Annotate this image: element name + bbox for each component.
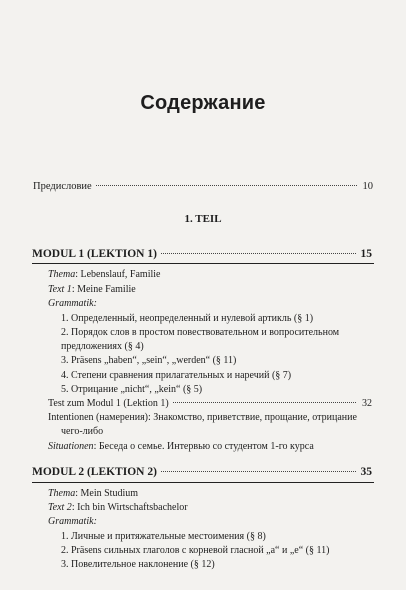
situationen-line xyxy=(48,441,314,452)
grammar-item: 2. Порядок слов в простом повествовательном и вопросительном xyxy=(61,327,340,338)
page-title: Содержание xyxy=(140,92,266,114)
grammar-item: 1. Определенный, неопределенный и нулевой артикль (§ 1) xyxy=(61,313,314,324)
grammatik-label: Grammatik: xyxy=(48,298,97,309)
situationen-label: Situationen xyxy=(48,441,94,452)
text-label: Text 2 xyxy=(48,502,72,513)
toc-entry-label: Test zum Modul 1 (Lektion 1) xyxy=(48,398,169,409)
section-rule xyxy=(32,263,374,264)
grammar-item: 3. Präsens „haben“, „sein“, „werden“ (§ 11) xyxy=(61,355,237,366)
grammar-item: 1. Личные и притяжательные местоимения (§ 8) xyxy=(61,531,266,542)
grammar-item: предложениях (§ 4) xyxy=(61,341,144,352)
toc-entry-test-1[interactable] xyxy=(48,398,372,409)
toc-entry-modul-2[interactable] xyxy=(32,466,372,478)
toc-entry-preface[interactable] xyxy=(33,181,373,192)
toc-entry-modul-1[interactable] xyxy=(32,248,372,260)
toc-entry-page: 15 xyxy=(360,248,372,260)
grammar-item: 4. Степени сравнения прилагательных и наречий (§ 7) xyxy=(61,370,292,381)
text-line xyxy=(48,284,136,295)
thema-line xyxy=(48,269,161,280)
part-heading: 1. TEIL xyxy=(184,213,222,225)
dot-leader xyxy=(161,253,356,254)
toc-entry-page: 10 xyxy=(362,181,373,192)
intentionen-line-cont: чего-либо xyxy=(61,426,104,437)
thema-label: Thema xyxy=(48,269,76,280)
thema-value: : Lebenslauf, Familie xyxy=(75,269,161,280)
dot-leader xyxy=(173,402,356,403)
text-line xyxy=(48,502,188,513)
toc-entry-page: 32 xyxy=(362,398,372,409)
toc-entry-page: 35 xyxy=(360,466,372,478)
grammar-item: 2. Präsens сильных глаголов с корневой гласной „a“ и „e“ (§ 11) xyxy=(61,545,330,556)
toc-entry-label: Предисловие xyxy=(33,181,92,192)
thema-label: Thema xyxy=(48,488,76,499)
dot-leader xyxy=(161,471,356,472)
text-value: : Meine Familie xyxy=(71,284,136,295)
modul-heading: MODUL 1 (LEKTION 1) xyxy=(32,248,157,260)
thema-line xyxy=(48,488,138,499)
grammatik-label: Grammatik: xyxy=(48,516,97,527)
grammar-item: 3. Повелительное наклонение (§ 12) xyxy=(61,559,215,570)
dot-leader xyxy=(96,185,357,186)
thema-value: : Mein Studium xyxy=(75,488,139,499)
intentionen-line: Intentionen (намерения): Знакомство, приветствие, прощание, отрицание xyxy=(48,412,357,423)
text-label: Text 1 xyxy=(48,284,72,295)
section-rule xyxy=(32,482,374,483)
grammar-item: 5. Отрицание „nicht“, „kein“ (§ 5) xyxy=(61,384,203,395)
situationen-value: : Беседа о семье. Интервью со студентом 1-го курса xyxy=(93,441,314,452)
modul-heading: MODUL 2 (LEKTION 2) xyxy=(32,466,157,478)
text-value: : Ich bin Wirtschaftsbachelor xyxy=(71,502,188,513)
